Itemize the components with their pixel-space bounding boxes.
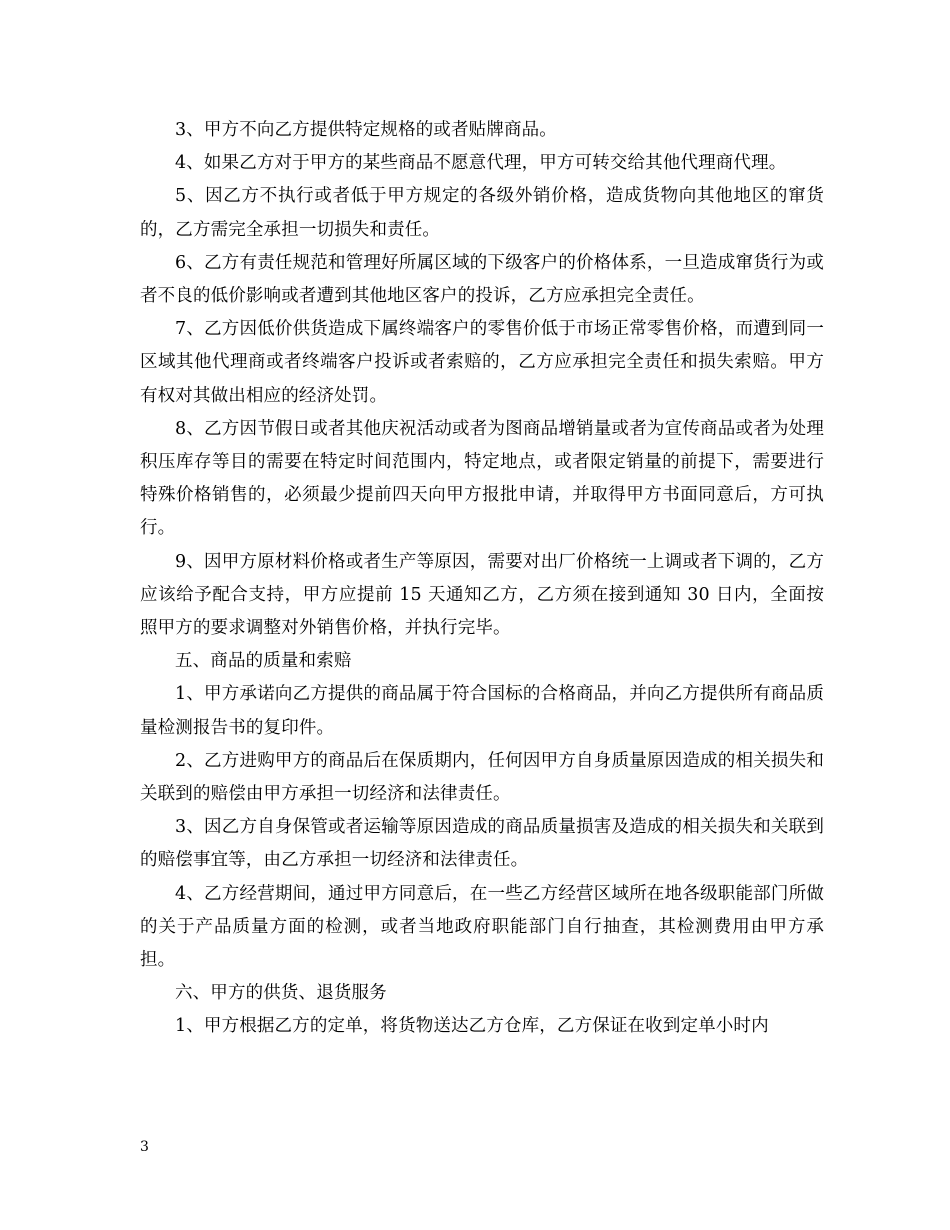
paragraph-clause-3: 3、甲方不向乙方提供特定规格的或者贴牌商品。 <box>175 120 557 140</box>
section-heading-supply: 六、甲方的供货、退货服务 <box>175 983 387 1004</box>
section-heading-quality: 五、商品的质量和索赔 <box>175 651 352 672</box>
paragraph-clause-5: 5、因乙方不执行或者低于甲方规定的各级外销价格，造成货物向其他地区的窜货的，乙方需完全承担一切损失和责任。 <box>140 186 824 240</box>
paragraph-clause-7: 7、乙方因低价供货造成下属终端客户的零售价低于市场正常零售价格，而遭到同一区域其他代理商或者终端客户投诉或者索赔的，乙方应承担完全责任和损失索赔。甲方有权对其做出相应的经济处罚。 <box>140 319 824 406</box>
paragraph-clause-8: 8、乙方因节假日或者其他庆祝活动或者为图商品增销量或者为宣传商品或者为处理积压库存等目的需要在特定时间范围内，特定地点，或者限定销量的前提下，需要进行特殊价格销售的，必须最少提前四天向甲方报批申请，并取得甲方书面同意后，方可执行。 <box>140 418 824 539</box>
document-body <box>140 114 824 1044</box>
page-number: 3 <box>140 1139 149 1155</box>
paragraph-quality-3: 3、因乙方自身保管或者运输等原因造成的商品质量损害及造成的相关损失和关联到的赔偿事宜等，由乙方承担一切经济和法律责任。 <box>140 817 824 871</box>
paragraph-quality-2: 2、乙方进购甲方的商品后在保质期内，任何因甲方自身质量原因造成的相关损失和关联到的赔偿由甲方承担一切经济和法律责任。 <box>140 750 824 805</box>
paragraph-clause-4: 4、如果乙方对于甲方的某些商品不愿意代理，甲方可转交给其他代理商代理。 <box>175 153 787 174</box>
paragraph-quality-4: 4、乙方经营期间，通过甲方同意后，在一些乙方经营区域所在地各级职能部门所做的关于产品质量方面的检测，或者当地政府职能部门自行抽查，其检测费用由甲方承担。 <box>140 883 824 971</box>
paragraph-quality-1: 1、甲方承诺向乙方提供的商品属于符合国标的合格商品，并向乙方提供所有商品质量检测报告书的复印件。 <box>140 684 824 738</box>
paragraph-clause-9: 9、因甲方原材料价格或者生产等原因，需要对出厂价格统一上调或者下调的，乙方应该给予配合支持，甲方应提前 15 天通知乙方，乙方须在接到通知 30 日内，全面按照甲方的要求调整对外销售价格，并执行完毕。 <box>140 551 824 639</box>
paragraph-supply-1: 1、甲方根据乙方的定单，将货物送达乙方仓库，乙方保证在收到定单小时内 <box>175 1016 769 1037</box>
paragraph-clause-6: 6、乙方有责任规范和管理好所属区域的下级客户的价格体系，一旦造成窜货行为或者不良的低价影响或者遭到其他地区客户的投诉，乙方应承担完全责任。 <box>140 252 824 307</box>
